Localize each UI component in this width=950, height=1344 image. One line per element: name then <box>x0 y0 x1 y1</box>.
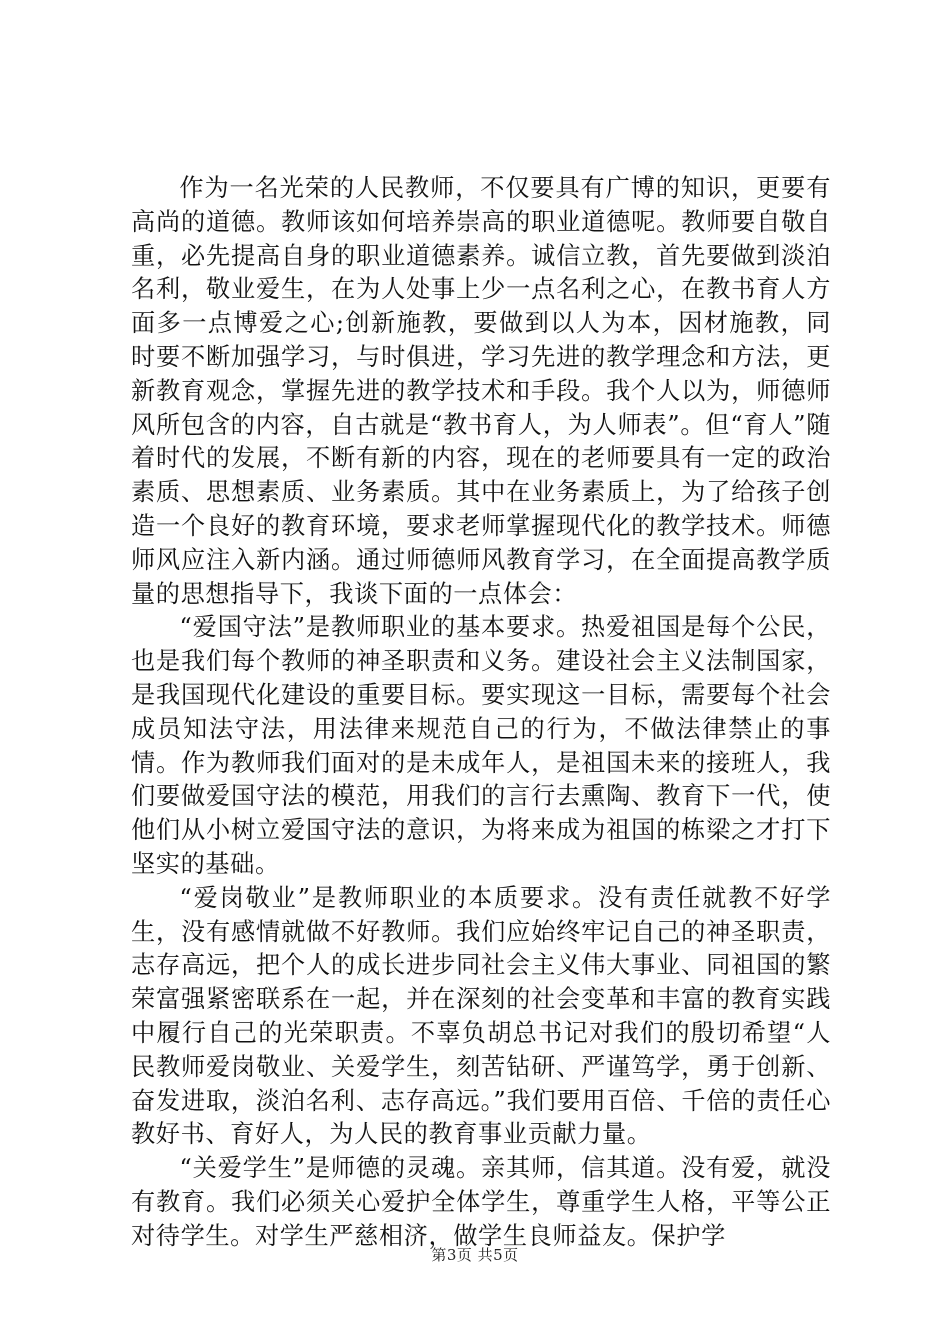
paragraph-patriotism: “爱国守法”是教师职业的基本要求。热爱祖国是每个公民，也是我们每个教师的神圣职责和义务。建设社会主义法制国家，是我国现代化建设的重要目标。要实现这一目标，需要每个社会成员知法守法，用法律来规范自己的行为，不做法律禁止的事情。作为教师我们面对的是未成年人，是祖国未来的接班人，我们要做爱国守法的模范，用我们的言行去熏陶、教育下一代，使他们从小树立爱国守法的意识，为将来成为祖国的栋梁之才打下坚实的基础。 <box>131 613 831 878</box>
page-number-footer: 第3页 共5页 <box>431 1246 519 1264</box>
paragraph-care-students: “关爱学生”是师德的灵魂。亲其师，信其道。没有爱，就没有教育。我们必须关心爱护全体学生，尊重学生人格，平等公正对待学生。对学生严慈相济，做学生良师益友。保护学 <box>131 1154 831 1250</box>
paragraph-dedication: “爱岗敬业”是教师职业的本质要求。没有责任就教不好学生，没有感情就做不好教师。我们应始终牢记自己的神圣职责，志存高远，把个人的成长进步同社会主义伟大事业、同祖国的繁荣富强紧密联系在一起，并在深刻的社会变革和丰富的教育实践中履行自己的光荣职责。不辜负胡总书记对我们的殷切希望“人民教师爱岗敬业、关爱学生，刻苦钻研、严谨笃学，勇于创新、奋发进取，淡泊名利、志存高远。”我们要用百倍、千倍的责任心教好书、育好人，为人民的教育事业贡献力量。 <box>131 883 831 1149</box>
paragraph-intro: 作为一名光荣的人民教师，不仅要具有广博的知识，更要有高尚的道德。教师该如何培养崇高的职业道德呢。教师要自敬自重，必先提高自身的职业道德素养。诚信立教，首先要做到淡泊名利，敬业爱生，在为人处事上少一点名利之心，在教书育人方面多一点博爱之心;创新施教，要做到以人为本，因材施教，同时要不断加强学习，与时俱进，学习先进的教学理念和方法，更新教育观念，掌握先进的教学技术和手段。我个人以为，师德师风所包含的内容，自古就是“教书育人，为人师表”。但“育人”随着时代的发展，不断有新的内容，现在的老师要具有一定的政治素质、思想素质、业务素质。其中在业务素质上，为了给孩子创造一个良好的教育环境，要求老师掌握现代化的教学技术。师德师风应注入新内涵。通过师德师风教育学习，在全面提高教学质量的思想指导下，我谈下面的一点体会： <box>131 174 831 608</box>
document-body <box>131 172 831 1254</box>
